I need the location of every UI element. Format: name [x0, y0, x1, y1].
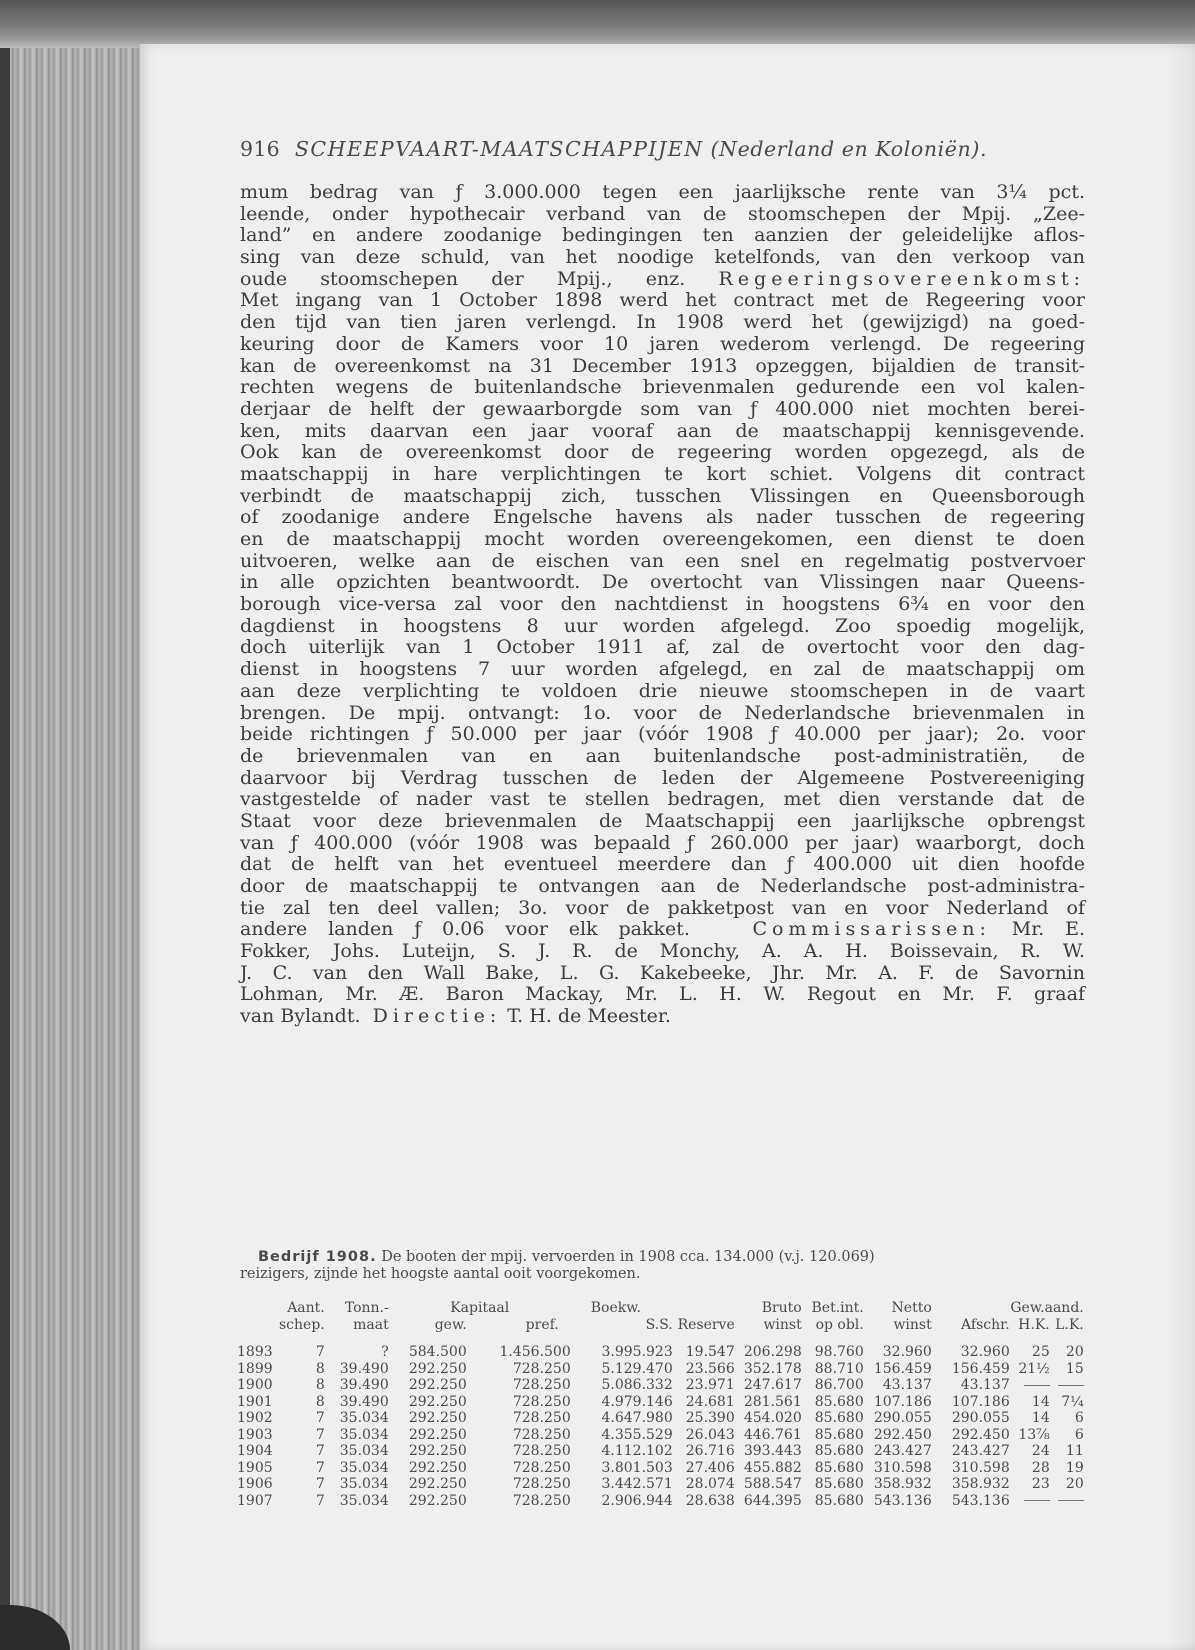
table-cell: 292.450 — [873, 1426, 932, 1443]
bedrijf-heading: Bedrijf 1908. — [258, 1249, 377, 1265]
text-line: of zoodanige andere Engelsche havens als nader tusschen de regeering — [240, 506, 1085, 529]
table-cell: 728.250 — [512, 1410, 571, 1426]
text-line: leende, onder hypothecair verband van de stoomschepen der Mpij. „Zee- — [240, 202, 1085, 225]
table-cell: 28 — [1031, 1459, 1050, 1476]
table-cell: 292.250 — [408, 1360, 467, 1377]
table-row — [237, 1394, 1084, 1411]
table-cell: 7¼ — [1061, 1393, 1084, 1410]
text-line: in alle opzichten beantwoordt. De overtocht van Vlissingen naar Queens- — [240, 571, 1085, 594]
text-line: aan deze verplichting te voldoen drie nieuwe stoomschepen in de vaart — [240, 679, 1085, 702]
table-cell — [1050, 1377, 1084, 1394]
table-cell: 728.250 — [512, 1377, 571, 1393]
text-line: rechten wegens de buitenlandsche brievenmalen gedurende een vol kalen- — [240, 376, 1085, 399]
table-cell: 19 — [1065, 1459, 1084, 1476]
table-cell: 98.760 — [814, 1344, 864, 1360]
text-line: verbindt de maatschappij zich, tusschen Vlissingen en Queensborough — [240, 484, 1085, 507]
table-cell: 3.801.503 — [601, 1459, 673, 1476]
body-text — [240, 182, 1085, 1028]
table-cell: 247.617 — [743, 1377, 802, 1393]
table-cell: 14 — [1031, 1410, 1050, 1426]
bedrijf-line-1: Bedrijf 1908. De booten der mpij. vervoerden in 1908 cca. 134.000 (v.j. 120.069) — [258, 1249, 875, 1265]
table-cell: 1907 — [237, 1492, 273, 1509]
table-cell: 86.700 — [814, 1377, 864, 1393]
table-cell: 7 — [315, 1459, 325, 1476]
table-cell: 6 — [1074, 1410, 1084, 1426]
table-cell: 292.250 — [408, 1443, 467, 1459]
text-line: keuring door de Kamers voor 10 jaren wederom verlengd. De regeering — [240, 332, 1085, 355]
table-cell: 728.250 — [512, 1426, 571, 1443]
table-cell: 4.647.980 — [601, 1410, 673, 1426]
col-netto: Netto — [891, 1300, 932, 1316]
running-subtitle: (Nederland en Koloniën). — [710, 137, 988, 161]
table-cell: 7 — [315, 1492, 325, 1509]
table-cell: 310.598 — [873, 1459, 932, 1476]
text-line: doch uiterlijk van 1 October 1911 af, zal de overtocht voor den dag- — [240, 636, 1085, 659]
heading-regeeringsovereenkomst: Regeeringsovereenkomst: — [718, 267, 1085, 290]
col-betint: Bet.int. — [811, 1300, 864, 1316]
book-page-edges — [0, 0, 150, 1650]
text-line: Staat voor deze brievenmalen de Maatschappij een jaarlijksche opbrengst — [240, 809, 1085, 832]
book-spine-shadow — [0, 0, 10, 1650]
table-cell: 728.250 — [512, 1476, 571, 1492]
table-cell: 35.034 — [339, 1492, 389, 1509]
table-cell: 543.136 — [873, 1492, 932, 1509]
table-cell: 454.020 — [743, 1410, 802, 1426]
table-cell: 1.456.500 — [499, 1344, 571, 1360]
text-line: Met ingang van 1 October 1898 werd het contract met de Regeering voor — [240, 289, 1085, 312]
text-line: de brievenmalen van en aan buitenlandsche post-administratiën, de — [240, 744, 1085, 767]
text-line: vastgestelde of nader vast te stellen bedragen, met dien verstande dat de — [240, 788, 1085, 811]
table-cell — [1010, 1493, 1050, 1510]
table-row — [237, 1427, 1084, 1444]
table-cell: 292.250 — [408, 1377, 467, 1393]
table-cell: 3.442.571 — [601, 1476, 673, 1492]
table-cell: 13⅞ — [1018, 1426, 1050, 1443]
text-line: ken, mits daarvan een jaar vooraf aan de maatschappij kennisgevende. — [240, 419, 1085, 442]
table-cell: 32.960 — [960, 1344, 1010, 1360]
table-cell: 15 — [1065, 1360, 1084, 1377]
text-line: van ƒ 400.000 (vóór 1908 was bepaald ƒ 260.000 per jaar) waarborgt, doch — [240, 831, 1085, 854]
table-cell: 6 — [1074, 1426, 1084, 1443]
table-cell: 27.406 — [685, 1459, 735, 1476]
table-cell: 206.298 — [743, 1344, 802, 1360]
text-line: daarvoor bij Verdrag tusschen de leden der Algemeene Postvereeniging — [240, 766, 1085, 789]
text-line: sing van deze schuld, van het noodige ketelfonds, van den verkoop van — [240, 246, 1085, 269]
col-kapitaal: Kapitaal — [450, 1300, 510, 1316]
table-cell: 35.034 — [339, 1459, 389, 1476]
table-cell: 1902 — [237, 1410, 273, 1426]
table-cell: 1904 — [237, 1443, 273, 1459]
table-cell: 5.086.332 — [601, 1377, 673, 1393]
text-line: mum bedrag van ƒ 3.000.000 tegen een jaarlijksche rente van 3¼ pct. — [240, 181, 1085, 203]
table-cell: 85.680 — [814, 1393, 864, 1410]
table-cell: 1899 — [237, 1360, 273, 1377]
text-line: oude stoomschepen der Mpij., enz. Regeeringsovereenkomst: — [240, 267, 1085, 290]
text-line: derjaar de helft der gewaarborgde som van ƒ 400.000 niet mochten berei- — [240, 397, 1085, 420]
table-row — [237, 1460, 1084, 1477]
table-cell: 20 — [1065, 1476, 1084, 1492]
col-tonn: Tonn.- — [344, 1300, 389, 1316]
table-cell: 7 — [315, 1410, 325, 1426]
table-cell — [1010, 1377, 1050, 1394]
text-line: dienst in hoogstens 7 uur worden afgelegd, en zal de maatschappij om — [240, 658, 1085, 681]
text-line: borough vice-versa zal voor den nachtdienst in hoogstens 6¾ en voor den — [240, 593, 1085, 616]
table-cell: 728.250 — [512, 1393, 571, 1410]
table-cell — [1050, 1493, 1084, 1510]
table-cell: 8 — [315, 1360, 325, 1377]
table-cell: 85.680 — [814, 1443, 864, 1459]
table-cell: 23 — [1031, 1476, 1050, 1492]
table-cell: 588.547 — [743, 1476, 802, 1492]
table-cell: 292.250 — [408, 1410, 467, 1426]
text-line: van Bylandt. Directie: T. H. de Meester. — [240, 1005, 671, 1028]
col-boekw: Boekw. — [590, 1300, 642, 1316]
table-cell: 35.034 — [339, 1410, 389, 1426]
text-line: door de maatschappij te ontvangen aan de Nederlandsche post-administra- — [240, 875, 1085, 897]
table-cell: 243.427 — [873, 1443, 932, 1459]
text-line: beide richtingen ƒ 50.000 per jaar (vóór 1908 ƒ 40.000 per jaar); 2o. voor — [240, 723, 1085, 746]
table-body — [237, 1334, 1084, 1509]
table-cell: 43.137 — [960, 1377, 1010, 1393]
table-cell: 292.250 — [408, 1492, 467, 1509]
table-cell: 28.074 — [685, 1476, 735, 1492]
table-cell: 292.250 — [408, 1393, 467, 1410]
table-header-row-1 — [237, 1300, 1084, 1317]
text-line: brengen. De mpij. ontvangt: 1o. voor de Nederlandsche brievenmalen in — [240, 701, 1085, 724]
table-row — [237, 1476, 1084, 1493]
table-cell: 35.034 — [339, 1476, 389, 1492]
dash-mark — [1024, 1385, 1050, 1386]
table-cell: 26.043 — [685, 1426, 735, 1443]
table-cell: 1901 — [237, 1393, 273, 1410]
text-line: kan de overeenkomst na 31 December 1913 opzeggen, bijaldien de transit- — [240, 354, 1085, 377]
table-cell: 107.186 — [873, 1393, 932, 1410]
text-line: den tijd van tien jaren verlengd. In 1908 werd het (gewijzigd) na goed- — [240, 311, 1085, 334]
table-cell: 25.390 — [685, 1410, 735, 1426]
book-top-edge — [0, 0, 1195, 48]
table-cell: 8 — [315, 1377, 325, 1393]
table-cell: 19.547 — [685, 1344, 735, 1360]
table-cell: 1906 — [237, 1476, 273, 1492]
table-row — [237, 1334, 1084, 1361]
table-cell: 85.680 — [814, 1492, 864, 1509]
table-cell: 728.250 — [512, 1492, 571, 1509]
table-cell: 1900 — [237, 1377, 273, 1393]
text-line: Lohman, Mr. Æ. Baron Mackay, Mr. L. H. W. Regout en Mr. F. graaf — [240, 983, 1085, 1006]
bedrijf-line-2: reizigers, zijnde het hoogste aantal ooit voorgekomen. — [240, 1266, 641, 1282]
table-cell: 543.136 — [951, 1492, 1010, 1509]
table-cell: 446.761 — [743, 1426, 802, 1443]
text-line: land” en andere zoodanige bedingingen ten aanzien der geleidelijke aflos- — [240, 224, 1085, 247]
heading-commissarissen: Commissarissen: — [752, 918, 991, 941]
table-cell: 5.129.470 — [601, 1360, 673, 1377]
table-cell: 4.112.102 — [601, 1443, 673, 1459]
table-cell: 4.979.146 — [601, 1393, 673, 1410]
page-number: 916 — [240, 137, 281, 161]
table-cell: 2.906.944 — [601, 1492, 673, 1509]
table-row — [237, 1361, 1084, 1378]
table-cell: 39.490 — [339, 1360, 389, 1377]
table-cell: 7 — [315, 1344, 325, 1360]
table-cell: 8 — [315, 1393, 325, 1410]
table-cell: 24.681 — [685, 1393, 735, 1410]
table-cell: 11 — [1065, 1443, 1084, 1459]
table-cell: 455.882 — [743, 1459, 802, 1476]
col-gewaand: Gew.aand. — [1010, 1300, 1084, 1316]
table-cell: 292.250 — [408, 1476, 467, 1492]
table-cell: 292.250 — [408, 1426, 467, 1443]
table-cell: 85.680 — [814, 1410, 864, 1426]
text-line: uitvoeren, welke aan de eischen van een snel en regelmatig postvervoer — [240, 549, 1085, 572]
dash-mark — [1058, 1500, 1084, 1501]
table-cell: 1905 — [237, 1459, 273, 1476]
table-cell: 243.427 — [951, 1443, 1010, 1459]
financial-table — [237, 1300, 1084, 1509]
table-cell: 107.186 — [951, 1393, 1010, 1410]
table-cell: 14 — [1031, 1393, 1050, 1410]
text-line: en de maatschappij mocht worden overeengekomen, een dienst te doen — [240, 528, 1085, 550]
text-line: Ook kan de overeenkomst door de regeering worden opgezegd, als de — [240, 441, 1085, 464]
table-cell: 28.638 — [685, 1492, 735, 1509]
table-cell: 156.459 — [951, 1360, 1010, 1377]
table-cell: 32.960 — [882, 1344, 932, 1360]
table-cell: 644.395 — [743, 1492, 802, 1509]
table-cell: 39.490 — [339, 1393, 389, 1410]
bedrijf-section — [240, 1249, 1085, 1283]
col-aant: Aant. — [287, 1300, 325, 1316]
running-head — [240, 137, 1090, 161]
text-line: Fokker, Johs. Luteijn, S. J. R. de Monchy, A. A. H. Boissevain, R. W. — [240, 940, 1085, 963]
page-right-shade — [1165, 44, 1195, 1650]
table-cell: 85.680 — [814, 1459, 864, 1476]
table-cell: 25 — [1031, 1344, 1050, 1360]
text-line: maatschappij in hare verplichtingen te kort schiet. Volgens dit contract — [240, 462, 1085, 485]
col-bruto: Bruto — [761, 1300, 802, 1316]
text-line: J. C. van den Wall Bake, L. G. Kakebeeke, Jhr. Mr. A. F. de Savornin — [240, 961, 1085, 984]
table-cell: 1893 — [237, 1344, 273, 1360]
table-cell: 23.971 — [685, 1377, 735, 1393]
table-cell: 24 — [1031, 1443, 1050, 1459]
table-cell: 310.598 — [951, 1459, 1010, 1476]
table-cell: 35.034 — [339, 1443, 389, 1459]
text-line: andere landen ƒ 0.06 voor elk pakket. Commissarissen: Mr. E. — [240, 918, 1085, 941]
table-cell: 292.250 — [408, 1459, 467, 1476]
table-cell: 584.500 — [408, 1344, 467, 1360]
table-cell: 4.355.529 — [601, 1426, 673, 1443]
table-cell: 728.250 — [512, 1459, 571, 1476]
table-cell: 88.710 — [814, 1360, 864, 1377]
running-title: SCHEEPVAART-MAATSCHAPPIJEN — [294, 137, 704, 161]
dash-mark — [1058, 1385, 1084, 1386]
table-cell: 23.566 — [685, 1360, 735, 1377]
table-cell: 85.680 — [814, 1476, 864, 1492]
table-cell: 7 — [315, 1426, 325, 1443]
table-cell: 156.459 — [873, 1360, 932, 1377]
text-line: dagdienst in hoogstens 8 uur worden afgelegd. Zoo spoedig mogelijk, — [240, 614, 1085, 637]
table-cell: 20 — [1065, 1344, 1084, 1360]
heading-directie: Directie: — [372, 1005, 502, 1028]
table-cell: 43.137 — [882, 1377, 932, 1393]
table-cell: 26.716 — [685, 1443, 735, 1459]
dash-mark — [1024, 1500, 1050, 1501]
table-cell: 7 — [315, 1443, 325, 1459]
table-cell: 393.443 — [743, 1443, 802, 1459]
text-line: tie zal ten deel vallen; 3o. voor de pakketpost van en voor Nederland of — [240, 896, 1085, 919]
table-cell: 358.932 — [951, 1476, 1010, 1492]
table-cell: 290.055 — [873, 1410, 932, 1426]
table-cell: 728.250 — [512, 1360, 571, 1377]
table-cell: 1903 — [237, 1426, 273, 1443]
table-row — [237, 1443, 1084, 1460]
table-cell: 7 — [315, 1476, 325, 1492]
table-row — [237, 1493, 1084, 1510]
table-cell: 728.250 — [512, 1443, 571, 1459]
table-cell: 352.178 — [743, 1360, 802, 1377]
table-cell: 21½ — [1018, 1360, 1050, 1377]
table-cell: 35.034 — [339, 1426, 389, 1443]
table-header-row-2: schep. maat gew. pref. S.S. Reserve winst op obl. winst Afschr. H.K. L.K. — [279, 1317, 1084, 1333]
table-cell: 39.490 — [339, 1377, 389, 1393]
table-cell: 281.561 — [743, 1393, 802, 1410]
table-cell: 85.680 — [814, 1426, 864, 1443]
table-cell: 290.055 — [951, 1410, 1010, 1426]
text-line: dat de helft van het eventueel meerdere dan ƒ 400.000 uit dien hoofde — [240, 853, 1085, 876]
table-row — [237, 1377, 1084, 1394]
table-cell: ? — [381, 1344, 389, 1360]
table-row — [237, 1410, 1084, 1427]
table-cell: 3.995.923 — [601, 1344, 673, 1360]
table-cell: 292.450 — [951, 1426, 1010, 1443]
table-cell: 358.932 — [873, 1476, 932, 1492]
